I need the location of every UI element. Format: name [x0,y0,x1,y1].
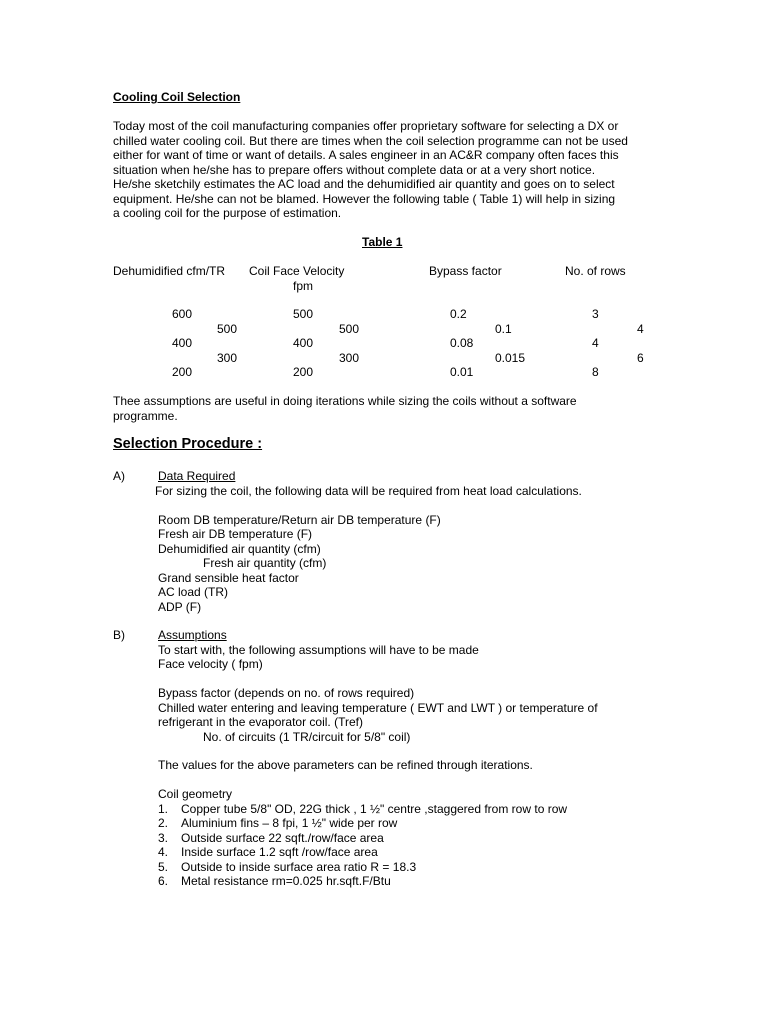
coil-geometry-item: Outside to inside surface area ratio R = 18.3 [181,859,417,874]
intro-line: either for want of time or want of details. A sales engineer in an AC&R company often faces this [113,148,619,162]
coil-geometry-item: Metal resistance rm=0.025 hr.sqft.F/Btu [181,874,391,888]
table-cell-bypass: 0.015 [495,350,526,365]
after-table-line: programme. [113,408,178,423]
assumption-chilled-water: Chilled water entering and leaving temperature ( EWT and LWT ) or temperature of [158,700,598,715]
coil-geometry-number: 6. [158,874,169,888]
table-header-velocity: Coil Face Velocity [249,264,345,278]
data-item: ADP (F) [158,599,202,614]
coil-geometry-number: 3. [158,830,169,845]
assumption-note: The values for the above parameters can be refined through iterations. [158,758,533,772]
intro-line: He/she sketchily estimates the AC load and the dehumidified air quantity and goes on to select [113,177,615,191]
intro-line: a cooling coil for the purpose of estimation. [113,206,342,220]
table-cell-fpm: 400 [293,336,314,350]
coil-geometry-number: 5. [158,859,169,874]
table-cell-fpm: 200 [293,365,314,379]
table-cell-cfm: 200 [172,365,193,379]
section-a-heading: Data Required [158,469,236,483]
intro-line: equipment. He/she can not be blamed. However the following table ( Table 1) will help in sizing [113,191,616,206]
data-item: Fresh air quantity (cfm) [203,556,327,570]
section-a-letter: A) [113,469,125,483]
section-b-intro: To start with, the following assumptions will have to be made [158,642,479,657]
table-header-velocity-unit: fpm [293,278,314,293]
after-table-line: Thee assumptions are useful in doing iterations while sizing the coils without a software [113,394,577,408]
table-cell-rows: 4 [592,336,599,350]
data-item: Dehumidified air quantity (cfm) [158,541,321,556]
table-cell-bypass: 0.01 [450,365,474,379]
table-header-rows: No. of rows [565,264,626,278]
document-title: Cooling Coil Selection [113,90,241,104]
table-cell-rows: 3 [592,307,599,321]
coil-geometry-item: Aluminium fins – 8 fpi, 1 ½" wide per row [181,816,398,830]
table-cell-fpm: 500 [293,307,314,321]
coil-geometry-item: Outside surface 22 sqft./row/face area [181,830,384,845]
table-cell-fpm: 500 [339,321,360,336]
table-cell-fpm: 300 [339,350,360,365]
assumption-bypass: Bypass factor (depends on no. of rows required) [158,686,415,700]
table-cell-bypass: 0.2 [450,307,467,321]
table-title: Table 1 [362,235,403,249]
section-b-letter: B) [113,628,125,642]
table-cell-bypass: 0.08 [450,336,474,350]
table-cell-cfm: 600 [172,307,193,321]
intro-line: situation when he/she has to prepare offers without complete data or at a very short notice. [113,162,596,177]
assumption-circuits: No. of circuits (1 TR/circuit for 5/8" coil) [203,729,411,744]
table-cell-cfm: 300 [217,350,238,365]
section-a-intro: For sizing the coil, the following data will be required from heat load calculations. [155,483,582,498]
data-item: Grand sensible heat factor [158,570,299,585]
section-b-heading: Assumptions [158,628,227,642]
assumption-chilled-water: refrigerant in the evaporator coil. (Tref) [158,715,363,729]
table-cell-cfm: 400 [172,336,193,350]
table-cell-cfm: 500 [217,321,238,336]
intro-line: chilled water cooling coil. But there are times when the coil selection programme can not be used [113,133,628,148]
coil-geometry-item: Inside surface 1.2 sqft /row/face area [181,845,378,859]
data-item: Fresh air DB temperature (F) [158,527,313,541]
table-cell-rows: 4 [637,321,644,336]
data-item: AC load (TR) [158,585,229,599]
coil-geometry-number: 1. [158,801,169,816]
section-heading: Selection Procedure : [113,436,263,452]
table-cell-rows: 8 [592,365,599,379]
table-header-cfm: Dehumidified cfm/TR [113,264,226,278]
assumption-face-velocity: Face velocity ( fpm) [158,657,263,671]
coil-geometry-number: 2. [158,816,169,830]
table-cell-bypass: 0.1 [495,321,512,336]
coil-geometry-heading: Coil geometry [158,787,233,801]
coil-geometry-number: 4. [158,845,169,859]
intro-line: Today most of the coil manufacturing companies offer proprietary software for selecting a DX or [113,119,619,133]
table-header-bypass: Bypass factor [429,264,502,278]
coil-geometry-item: Copper tube 5/8" OD, 22G thick , 1 ½" centre ,staggered from row to row [181,801,568,816]
table-cell-rows: 6 [637,350,644,365]
data-item: Room DB temperature/Return air DB temperature (F) [158,512,441,527]
